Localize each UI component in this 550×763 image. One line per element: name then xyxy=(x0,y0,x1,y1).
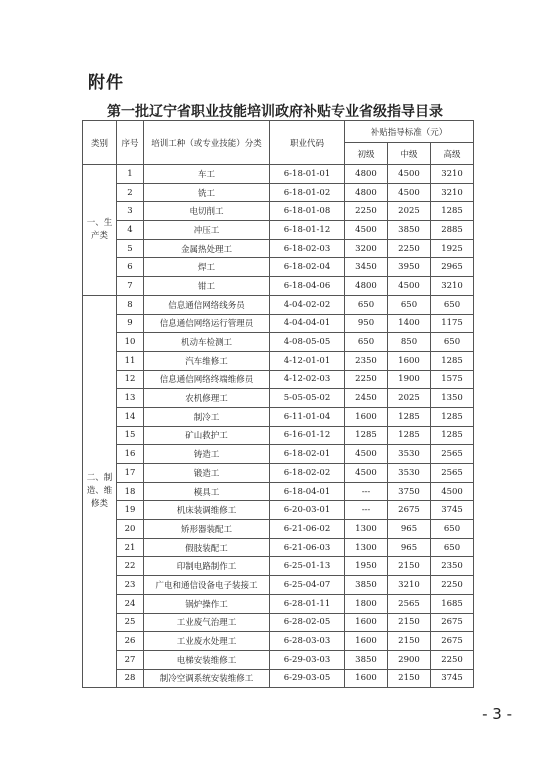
table-row xyxy=(83,426,474,445)
cell-senior: 2675 xyxy=(431,613,474,632)
cell-seq: 26 xyxy=(117,632,144,651)
cell-seq: 5 xyxy=(117,239,144,258)
table-row xyxy=(83,576,474,595)
cell-code: 6-29-03-05 xyxy=(270,669,345,688)
table-row xyxy=(83,650,474,669)
header-seq: 序号 xyxy=(117,121,144,165)
cell-junior: 4800 xyxy=(345,277,388,296)
cell-seq: 15 xyxy=(117,426,144,445)
cell-name: 信息通信网络终端维修员 xyxy=(144,370,270,389)
cell-junior: 650 xyxy=(345,333,388,352)
cell-middle: 3950 xyxy=(388,258,431,277)
table-row xyxy=(83,464,474,483)
cell-seq: 18 xyxy=(117,482,144,501)
cell-code: 5-05-05-02 xyxy=(270,389,345,408)
cell-junior: 1800 xyxy=(345,594,388,613)
header-junior: 初级 xyxy=(345,143,388,165)
cell-name: 制冷工 xyxy=(144,407,270,426)
cell-seq: 12 xyxy=(117,370,144,389)
cell-middle: 3530 xyxy=(388,464,431,483)
cell-senior: 1285 xyxy=(431,202,474,221)
cell-junior: 1950 xyxy=(345,557,388,576)
cell-seq: 7 xyxy=(117,277,144,296)
cell-junior: 3200 xyxy=(345,239,388,258)
cell-middle: 1285 xyxy=(388,407,431,426)
cell-senior: 650 xyxy=(431,295,474,314)
table-row xyxy=(83,165,474,184)
cell-name: 锻造工 xyxy=(144,464,270,483)
cell-seq: 20 xyxy=(117,520,144,539)
cell-senior: 2675 xyxy=(431,632,474,651)
cell-junior: 650 xyxy=(345,295,388,314)
cell-middle: 3850 xyxy=(388,221,431,240)
cell-senior: 2350 xyxy=(431,557,474,576)
cell-junior: 2450 xyxy=(345,389,388,408)
cell-junior: 3450 xyxy=(345,258,388,277)
cell-junior: 4500 xyxy=(345,464,388,483)
cell-junior: 4500 xyxy=(345,221,388,240)
cell-middle: 3750 xyxy=(388,482,431,501)
cell-code: 4-04-02-02 xyxy=(270,295,345,314)
cell-junior: 950 xyxy=(345,314,388,333)
cell-name: 制冷空调系统安装维修工 xyxy=(144,669,270,688)
cell-code: 6-21-06-02 xyxy=(270,520,345,539)
cell-middle: 2025 xyxy=(388,202,431,221)
header-code: 职业代码 xyxy=(270,121,345,165)
cell-name: 模具工 xyxy=(144,482,270,501)
cell-code: 6-21-06-03 xyxy=(270,538,345,557)
table-row xyxy=(83,239,474,258)
cell-junior: 1300 xyxy=(345,538,388,557)
table-row xyxy=(83,333,474,352)
cell-junior: 1285 xyxy=(345,426,388,445)
cell-junior: 1600 xyxy=(345,613,388,632)
cell-junior: 1600 xyxy=(345,669,388,688)
cell-junior: --- xyxy=(345,482,388,501)
table-row xyxy=(83,389,474,408)
cell-seq: 21 xyxy=(117,538,144,557)
cell-code: 6-18-01-01 xyxy=(270,165,345,184)
header-category: 类别 xyxy=(83,121,117,165)
cell-code: 4-12-02-03 xyxy=(270,370,345,389)
table-row xyxy=(83,520,474,539)
cell-middle: 965 xyxy=(388,520,431,539)
cell-middle: 2675 xyxy=(388,501,431,520)
cell-code: 6-18-01-12 xyxy=(270,221,345,240)
subsidy-table xyxy=(82,120,474,688)
table-row xyxy=(83,482,474,501)
cell-middle: 2900 xyxy=(388,650,431,669)
cell-name: 铸造工 xyxy=(144,445,270,464)
cell-code: 6-18-02-04 xyxy=(270,258,345,277)
cell-senior: 1285 xyxy=(431,426,474,445)
cell-junior: 2350 xyxy=(345,351,388,370)
cell-seq: 27 xyxy=(117,650,144,669)
document-title: 第一批辽宁省职业技能培训政府补贴专业省级指导目录 xyxy=(107,104,443,120)
cell-seq: 6 xyxy=(117,258,144,277)
cell-middle: 1285 xyxy=(388,426,431,445)
cell-name: 机动车检测工 xyxy=(144,333,270,352)
cell-seq: 13 xyxy=(117,389,144,408)
attachment-label: 附件 xyxy=(88,73,124,93)
table-row xyxy=(83,202,474,221)
cell-code: 6-18-01-02 xyxy=(270,183,345,202)
cell-junior: 1600 xyxy=(345,407,388,426)
header-middle: 中级 xyxy=(388,143,431,165)
cell-code: 6-28-01-11 xyxy=(270,594,345,613)
cell-junior: 1600 xyxy=(345,632,388,651)
table-row xyxy=(83,407,474,426)
cell-code: 4-04-04-01 xyxy=(270,314,345,333)
cell-senior: 1285 xyxy=(431,407,474,426)
cell-senior: 2565 xyxy=(431,445,474,464)
cell-middle: 2150 xyxy=(388,632,431,651)
cell-seq: 28 xyxy=(117,669,144,688)
cell-senior: 2885 xyxy=(431,221,474,240)
table-row xyxy=(83,632,474,651)
cell-middle: 1900 xyxy=(388,370,431,389)
cell-senior: 1925 xyxy=(431,239,474,258)
cell-middle: 1600 xyxy=(388,351,431,370)
cell-name: 农机修理工 xyxy=(144,389,270,408)
table-row xyxy=(83,295,474,314)
cell-middle: 3530 xyxy=(388,445,431,464)
cell-name: 假肢装配工 xyxy=(144,538,270,557)
table-row xyxy=(83,183,474,202)
header-trade: 培训工种（或专业技能）分类 xyxy=(144,121,270,165)
cell-middle: 650 xyxy=(388,295,431,314)
cell-middle: 4500 xyxy=(388,165,431,184)
category-cell: 二、制造、维修类 xyxy=(83,295,117,687)
cell-senior: 3210 xyxy=(431,183,474,202)
cell-senior: 3745 xyxy=(431,669,474,688)
cell-senior: 1685 xyxy=(431,594,474,613)
cell-code: 6-18-02-01 xyxy=(270,445,345,464)
cell-junior: 2250 xyxy=(345,202,388,221)
cell-name: 车工 xyxy=(144,165,270,184)
cell-senior: 1350 xyxy=(431,389,474,408)
cell-junior: 3850 xyxy=(345,576,388,595)
cell-seq: 10 xyxy=(117,333,144,352)
cell-senior: 3745 xyxy=(431,501,474,520)
cell-name: 工业废水处理工 xyxy=(144,632,270,651)
table-row xyxy=(83,314,474,333)
cell-junior: 4500 xyxy=(345,445,388,464)
cell-code: 6-18-02-02 xyxy=(270,464,345,483)
table-row xyxy=(83,370,474,389)
cell-seq: 2 xyxy=(117,183,144,202)
cell-seq: 3 xyxy=(117,202,144,221)
cell-name: 金属热处理工 xyxy=(144,239,270,258)
cell-code: 6-20-03-01 xyxy=(270,501,345,520)
cell-seq: 24 xyxy=(117,594,144,613)
cell-middle: 3210 xyxy=(388,576,431,595)
cell-middle: 4500 xyxy=(388,183,431,202)
cell-name: 钳工 xyxy=(144,277,270,296)
cell-middle: 850 xyxy=(388,333,431,352)
cell-seq: 25 xyxy=(117,613,144,632)
category-cell: 一、生产类 xyxy=(83,165,117,296)
cell-name: 信息通信网络线务员 xyxy=(144,295,270,314)
table-row xyxy=(83,351,474,370)
cell-middle: 2565 xyxy=(388,594,431,613)
cell-name: 矫形器装配工 xyxy=(144,520,270,539)
table-row xyxy=(83,221,474,240)
cell-senior: 2250 xyxy=(431,650,474,669)
cell-name: 矿山救护工 xyxy=(144,426,270,445)
cell-middle: 4500 xyxy=(388,277,431,296)
cell-code: 6-28-02-05 xyxy=(270,613,345,632)
cell-code: 6-18-02-03 xyxy=(270,239,345,258)
cell-code: 6-18-04-01 xyxy=(270,482,345,501)
cell-junior: 2250 xyxy=(345,370,388,389)
cell-senior: 2965 xyxy=(431,258,474,277)
cell-code: 6-28-03-03 xyxy=(270,632,345,651)
cell-senior: 650 xyxy=(431,538,474,557)
cell-name: 锅炉操作工 xyxy=(144,594,270,613)
cell-code: 4-08-05-05 xyxy=(270,333,345,352)
cell-senior: 2250 xyxy=(431,576,474,595)
cell-name: 电切削工 xyxy=(144,202,270,221)
cell-name: 焊工 xyxy=(144,258,270,277)
cell-name: 信息通信网络运行管理员 xyxy=(144,314,270,333)
cell-seq: 22 xyxy=(117,557,144,576)
cell-middle: 1400 xyxy=(388,314,431,333)
cell-name: 广电和通信设备电子装接工 xyxy=(144,576,270,595)
cell-name: 汽车维修工 xyxy=(144,351,270,370)
cell-seq: 8 xyxy=(117,295,144,314)
cell-junior: 4800 xyxy=(345,165,388,184)
cell-code: 6-25-01-13 xyxy=(270,557,345,576)
cell-name: 机床装调维修工 xyxy=(144,501,270,520)
cell-seq: 4 xyxy=(117,221,144,240)
cell-middle: 2250 xyxy=(388,239,431,258)
cell-junior: 4800 xyxy=(345,183,388,202)
cell-junior: --- xyxy=(345,501,388,520)
cell-senior: 650 xyxy=(431,333,474,352)
header-subsidy: 补贴指导标准（元） xyxy=(345,121,474,143)
cell-seq: 19 xyxy=(117,501,144,520)
cell-senior: 650 xyxy=(431,520,474,539)
page-number: - 3 - xyxy=(482,705,512,723)
table-row xyxy=(83,669,474,688)
cell-code: 6-18-01-08 xyxy=(270,202,345,221)
cell-seq: 23 xyxy=(117,576,144,595)
cell-junior: 1300 xyxy=(345,520,388,539)
cell-middle: 965 xyxy=(388,538,431,557)
cell-middle: 2150 xyxy=(388,613,431,632)
header-senior: 高级 xyxy=(431,143,474,165)
cell-seq: 9 xyxy=(117,314,144,333)
cell-senior: 3210 xyxy=(431,165,474,184)
cell-middle: 2150 xyxy=(388,557,431,576)
cell-senior: 1285 xyxy=(431,351,474,370)
cell-name: 冲压工 xyxy=(144,221,270,240)
cell-senior: 2565 xyxy=(431,464,474,483)
cell-seq: 11 xyxy=(117,351,144,370)
cell-senior: 1575 xyxy=(431,370,474,389)
cell-middle: 2025 xyxy=(388,389,431,408)
table-row xyxy=(83,613,474,632)
table-body xyxy=(83,165,474,688)
cell-senior: 1175 xyxy=(431,314,474,333)
cell-name: 铣工 xyxy=(144,183,270,202)
cell-code: 6-18-04-06 xyxy=(270,277,345,296)
table-row xyxy=(83,538,474,557)
cell-code: 4-12-01-01 xyxy=(270,351,345,370)
cell-code: 6-29-03-03 xyxy=(270,650,345,669)
cell-seq: 17 xyxy=(117,464,144,483)
table-row xyxy=(83,277,474,296)
cell-seq: 1 xyxy=(117,165,144,184)
table-row xyxy=(83,258,474,277)
cell-name: 印制电路制作工 xyxy=(144,557,270,576)
table-row xyxy=(83,557,474,576)
table-row xyxy=(83,501,474,520)
table-row xyxy=(83,594,474,613)
cell-code: 6-25-04-07 xyxy=(270,576,345,595)
cell-seq: 14 xyxy=(117,407,144,426)
cell-name: 电梯安装维修工 xyxy=(144,650,270,669)
cell-senior: 4500 xyxy=(431,482,474,501)
cell-name: 工业废气治理工 xyxy=(144,613,270,632)
cell-seq: 16 xyxy=(117,445,144,464)
table-row xyxy=(83,445,474,464)
cell-code: 6-11-01-04 xyxy=(270,407,345,426)
cell-junior: 3850 xyxy=(345,650,388,669)
cell-code: 6-16-01-12 xyxy=(270,426,345,445)
cell-middle: 2150 xyxy=(388,669,431,688)
cell-senior: 3210 xyxy=(431,277,474,296)
